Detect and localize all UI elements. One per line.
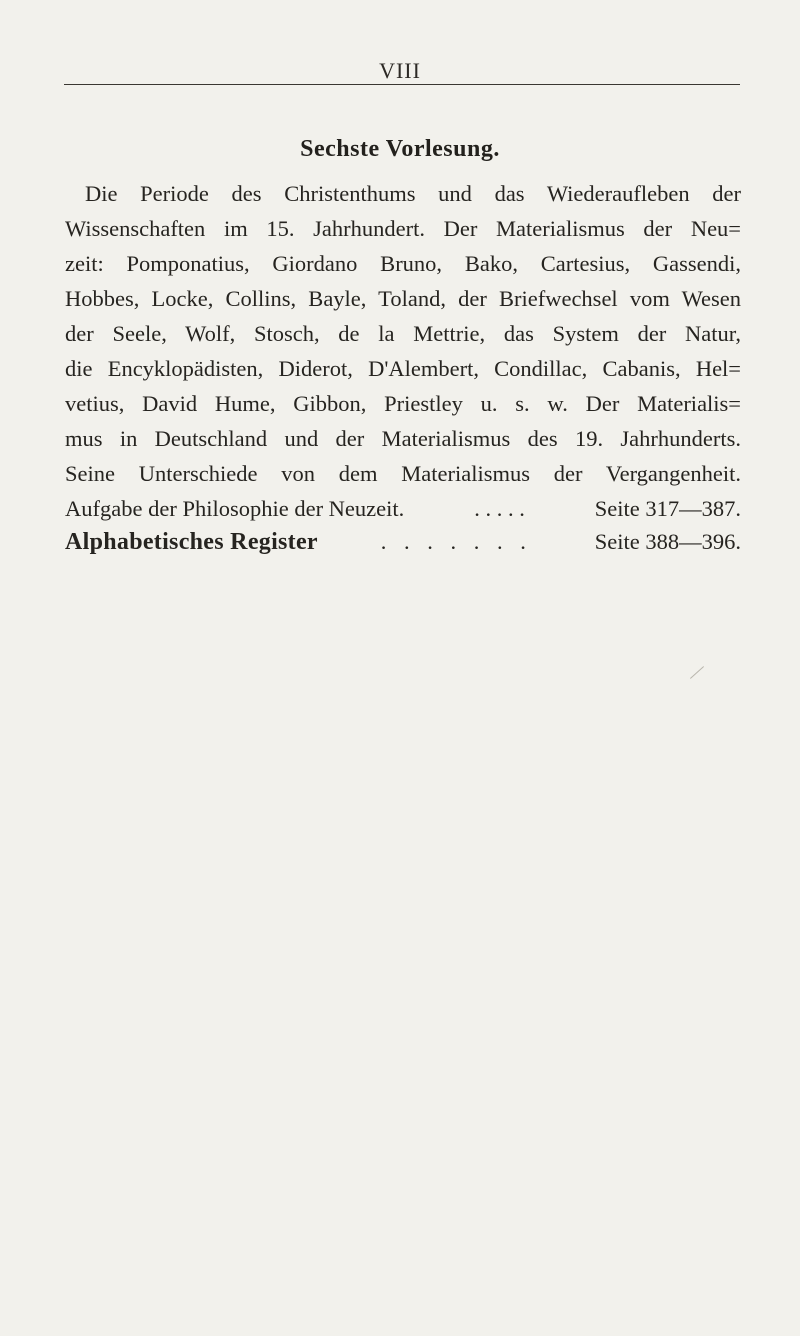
paragraph-line: der Seele, Wolf, Stosch, de la Mettrie, das System der Natur, <box>65 321 741 346</box>
register-title: Alphabetisches Register <box>65 529 318 555</box>
paragraph-line: vetius, David Hume, Gibbon, Priestley u. s. w. Der Materialis= <box>65 391 741 416</box>
paragraph-line: zeit: Pomponatius, Giordano Bruno, Bako, Cartesius, Gassendi, <box>65 251 741 276</box>
paragraph-line: die Encyklopädisten, Diderot, D'Alembert, Condillac, Cabanis, Hel= <box>65 356 741 381</box>
paragraph-last-line <box>65 491 741 526</box>
paragraph-line: Wissenschaften im 15. Jahrhundert. Der Materialismus der Neu= <box>65 216 741 241</box>
header-rule <box>64 84 740 85</box>
paragraph-line: mus in Deutschland und der Materialismus des 19. Jahrhunderts. <box>65 426 741 451</box>
last-line-text: Aufgabe der Philosophie der Neuzeit. <box>65 496 405 521</box>
page-range: Seite 317—387. <box>594 496 741 521</box>
paragraph-line: Hobbes, Locke, Collins, Bayle, Toland, der Briefwechsel vom Wesen <box>65 286 741 311</box>
register-page-range: Seite 388—396. <box>594 529 741 554</box>
lecture-summary-paragraph <box>65 176 741 526</box>
section-title: Sechste Vorlesung. <box>300 136 500 162</box>
paragraph-line: Seine Unterschiede von dem Materialismus der Vergangenheit. <box>65 461 741 486</box>
register-entry <box>65 522 741 562</box>
leader-dots: . . . . . . . <box>380 529 532 554</box>
page-number: VIII <box>379 58 421 83</box>
paragraph-line: Die Periode des Christenthums und das Wiederaufleben der <box>85 181 741 206</box>
leader-dots: . . . . . <box>474 496 525 521</box>
pencil-mark <box>690 666 704 679</box>
